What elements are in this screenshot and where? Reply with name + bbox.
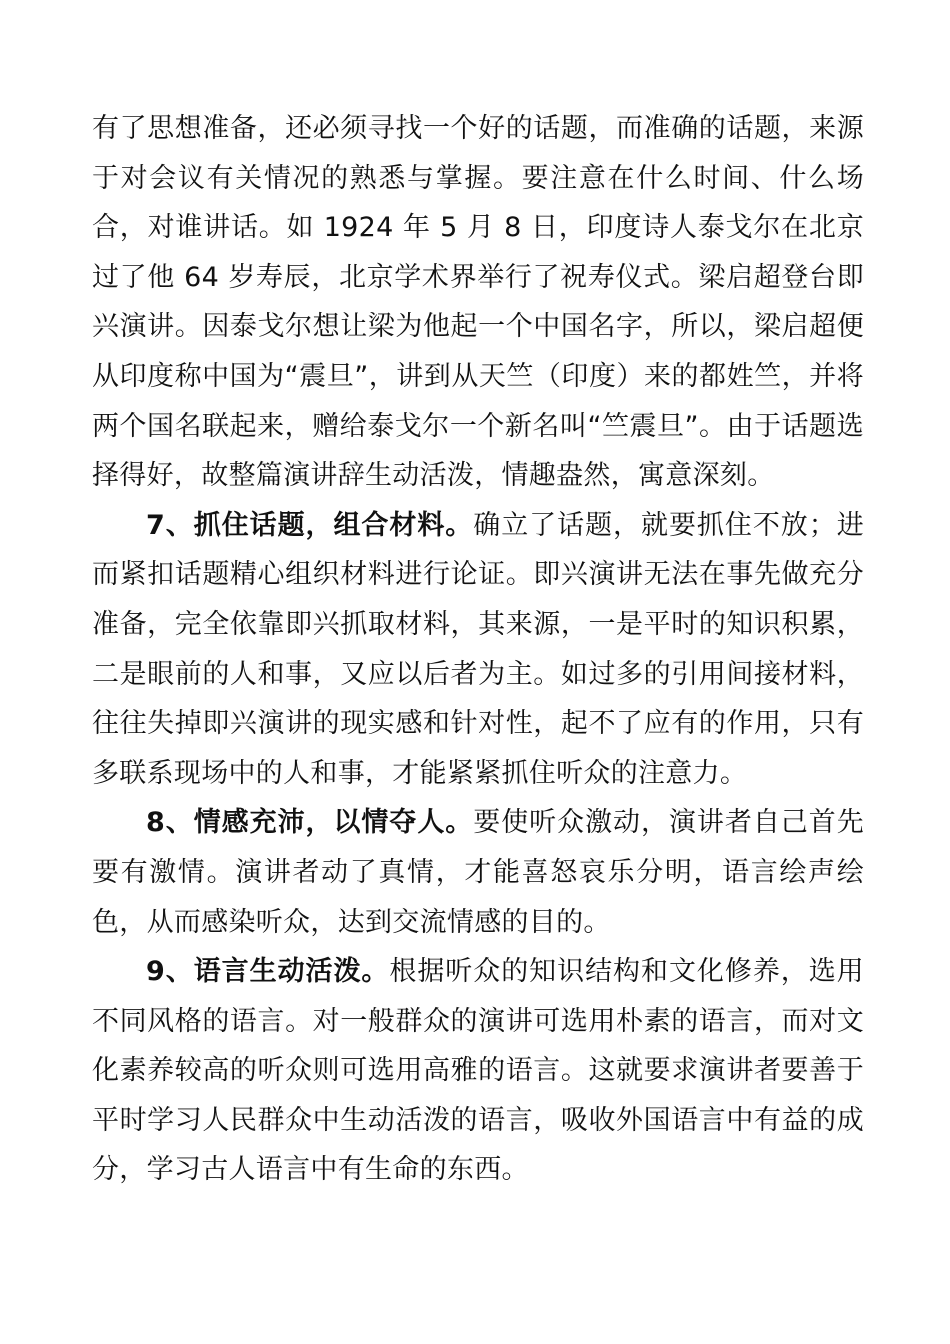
document-body [92, 104, 864, 1195]
paragraph-text: 确立了话题，就要抓住不放；进而紧扣话题精心组织材料进行论证。即兴演讲无法在事先做充分准备，完全依靠即兴抓取材料，其来源，一是平时的知识积累，二是眼前的人和事，又应以后者为主。如过多的引用间接材料，往往失掉即兴演讲的现实感和针对性，起不了应有的作用，只有多联系现场中的人和事，才能紧紧抓住听众的注意力。 [92, 509, 864, 789]
paragraph-topic-selection [92, 104, 864, 501]
paragraph-item-8 [92, 798, 864, 947]
paragraph-item-9 [92, 947, 864, 1195]
paragraph-text: 根据听众的知识结构和文化修养，选用不同风格的语言。对一般群众的演讲可选用朴素的语言，而对文化素养较高的听众则可选用高雅的语言。这就要求演讲者要善于平时学习人民群众中生动活泼的语言，吸收外国语言中有益的成分，学习古人语言中有生命的东西。 [92, 956, 864, 1186]
paragraph-heading: 9、语言生动活泼。 [146, 956, 390, 988]
paragraph-text: 要使听众激动，演讲者自己首先要有激情。演讲者动了真情，才能喜怒哀乐分明，语言绘声绘色，从而感染听众，达到交流情感的目的。 [92, 807, 864, 938]
paragraph-text: 有了思想准备，还必须寻找一个好的话题，而准确的话题，来源于对会议有关情况的熟悉与掌握。要注意在什么时间、什么场合，对谁讲话。如 1924 年 5 月 8 日，印度诗人泰戈尔在北京过了他 64 岁寿辰，北京学术界举行了祝寿仪式。梁启超登台即兴演讲。因泰戈尔想让梁为他起一个中国名字，所以，梁启超便从印度称中国为“震旦”，讲到从天竺（印度）来的都姓竺，并将两个国名联起来，赠给泰戈尔一个新名叫“竺震旦”。由于话题选择得好，故整篇演讲辞生动活泼，情趣盎然，寓意深刻。 [92, 113, 864, 492]
paragraph-heading: 8、情感充沛，以情夺人。 [146, 807, 474, 839]
paragraph-heading: 7、抓住话题，组合材料。 [146, 509, 474, 541]
paragraph-item-7 [92, 501, 864, 799]
